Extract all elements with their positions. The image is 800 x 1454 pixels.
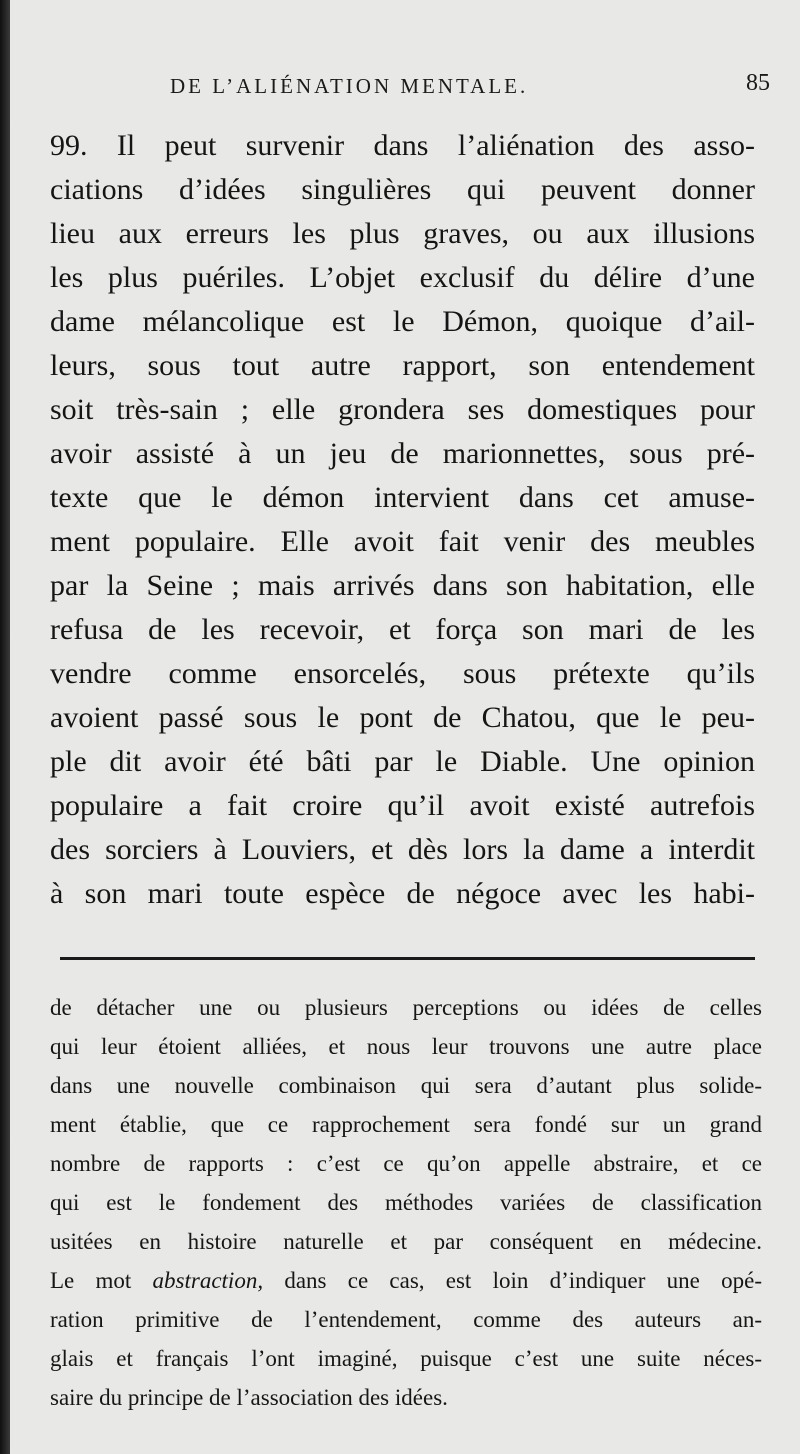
footnote-line: usitées en histoire naturelle et par conséquent en médecine.: [50, 1229, 762, 1254]
footnote-line: qui est le fondement des méthodes variées de classification: [50, 1190, 762, 1215]
book-page: [10, 0, 800, 1454]
running-title: DE L’ALIÉNATION MENTALE.: [170, 74, 529, 98]
text-line: leurs, sous tout autre rapport, son entendement: [50, 349, 755, 382]
text-line: dame mélancolique est le Démon, quoique d’ail-: [50, 305, 755, 338]
text-line: lieu aux erreurs les plus graves, ou aux illusions: [50, 217, 755, 250]
text-line: des sorciers à Louviers, et dès lors la dame a interdit: [50, 833, 755, 866]
footnote-line: qui leur étoient alliées, et nous leur trouvons une autre place: [50, 1034, 762, 1059]
footnote-line: glais et français l’ont imaginé, puisque c’est une suite néces-: [50, 1346, 762, 1371]
footnote-line: nombre de rapports : c’est ce qu’on appelle abstraire, et ce: [50, 1151, 762, 1176]
text-line: soit très-sain ; elle grondera ses domestiques pour: [50, 393, 755, 426]
text-line: ple dit avoir été bâti par le Diable. Une opinion: [50, 745, 755, 778]
page-edge: [0, 0, 10, 1454]
text-line: ciations d’idées singulières qui peuvent donner: [50, 173, 755, 206]
footnote-text: Le mot: [50, 1268, 153, 1293]
main-text: [50, 124, 755, 916]
text-line: à son mari toute espèce de négoce avec les habi-: [50, 877, 755, 910]
italic-term: abstraction,: [152, 1268, 264, 1293]
page-number: 85: [746, 70, 770, 96]
footnote-rule: [60, 957, 755, 960]
footnote-line: [50, 1261, 762, 1300]
text-line: 99. Il peut survenir dans l’aliénation des asso-: [50, 129, 755, 162]
text-line: vendre comme ensorcelés, sous prétexte qu’ils: [50, 657, 755, 690]
text-line: populaire a fait croire qu’il avoit existé autrefois: [50, 789, 755, 822]
footnote-line: de détacher une ou plusieurs perceptions ou idées de celles: [50, 995, 762, 1020]
text-line: ment populaire. Elle avoit fait venir des meubles: [50, 525, 755, 558]
text-line: par la Seine ; mais arrivés dans son habitation, elle: [50, 569, 755, 602]
footnote: [50, 988, 762, 1417]
page-header: [160, 70, 770, 108]
text-line: refusa de les recevoir, et força son mari de les: [50, 613, 755, 646]
footnote-line: saire du principe de l’association des idées.: [50, 1385, 448, 1410]
text-line: avoir assisté à un jeu de marionnettes, sous pré-: [50, 437, 755, 470]
footnote-line: ration primitive de l’entendement, comme des auteurs an-: [50, 1307, 762, 1332]
text-line: les plus puériles. L’objet exclusif du délire d’une: [50, 261, 755, 294]
footnote-line: ment établie, que ce rapprochement sera fondé sur un grand: [50, 1112, 762, 1137]
footnote-text: dans ce cas, est loin d’indiquer une opé-: [263, 1268, 762, 1293]
text-line: avoient passé sous le pont de Chatou, que le peu-: [50, 701, 755, 734]
text-line: texte que le démon intervient dans cet amuse-: [50, 481, 755, 514]
footnote-line: dans une nouvelle combinaison qui sera d’autant plus solide-: [50, 1073, 762, 1098]
